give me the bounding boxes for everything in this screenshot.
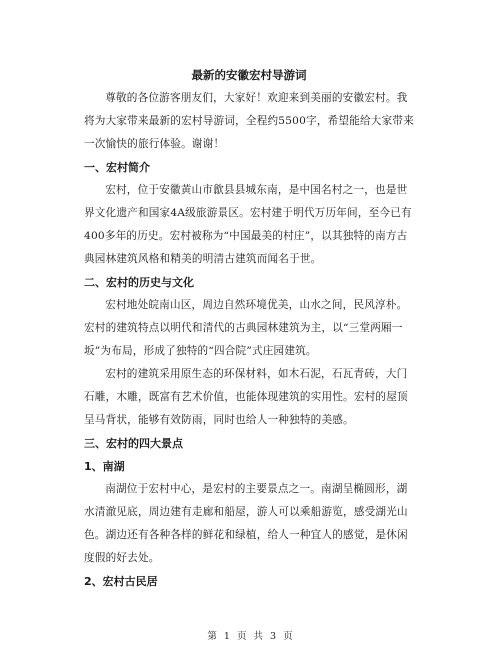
document-title: 最新的安徽宏村导游词 xyxy=(191,68,307,82)
document-body xyxy=(84,68,414,593)
history-paragraph-2: 宏村的建筑采用原生态的环保材料，如木石泥，石瓦青砖，大门石雕，木雕，既富有艺术价值，也能体现建筑的实用性。宏村的屋顶呈马背状，能够有效防雨，同时也给人一种独特的美感。 xyxy=(84,368,408,426)
section-heading-intro: 一、宏村简介 xyxy=(84,161,150,174)
page-footer: 第 1 页 共 3 页 xyxy=(207,631,295,642)
subheading-old-residences: 2、宏村古民居 xyxy=(84,575,158,588)
south-lake-paragraph: 南湖位于宏村中心，是宏村的主要景点之一。南湖呈椭圆形，湖水清澈见底，周边建有走廊和船屋，游人可以乘船游览，感受湖光山色。湖边还有各种各样的鲜花和绿植，给人一种宜人的感觉，是休闲度假的好去处。 xyxy=(84,483,408,564)
section-heading-attractions: 三、宏村的四大景点 xyxy=(84,437,183,450)
history-paragraph-1: 宏村地处皖南山区，周边自然环境优美，山水之间，民风淳朴。宏村的建筑特点以明代和清代的古典园林建筑为主，以“三堂两厢一坂”为布局，形成了独特的“四合院”式庄园建筑。 xyxy=(84,299,408,357)
intro-paragraph: 尊敬的各位游客朋友们，大家好！欢迎来到美丽的安徽宏村。我将为大家带来最新的宏村导游词，全程约5500字，希望能给大家带来一次愉快的旅行体验。谢谢！ xyxy=(84,92,414,150)
section-heading-history: 二、宏村的历史与文化 xyxy=(84,276,194,289)
subheading-south-lake: 1、南湖 xyxy=(84,460,125,473)
section-intro-paragraph: 宏村，位于安徽黄山市歙县县城东南，是中国名村之一，也是世界文化遗产和国家4A级旅游景区。宏村建于明代万历年间，至今已有400多年的历史。宏村被称为“中国最美的村庄”，以其独特的南方古典园林建筑风格和精美的明清古建筑而闻名于世。 xyxy=(84,184,412,265)
